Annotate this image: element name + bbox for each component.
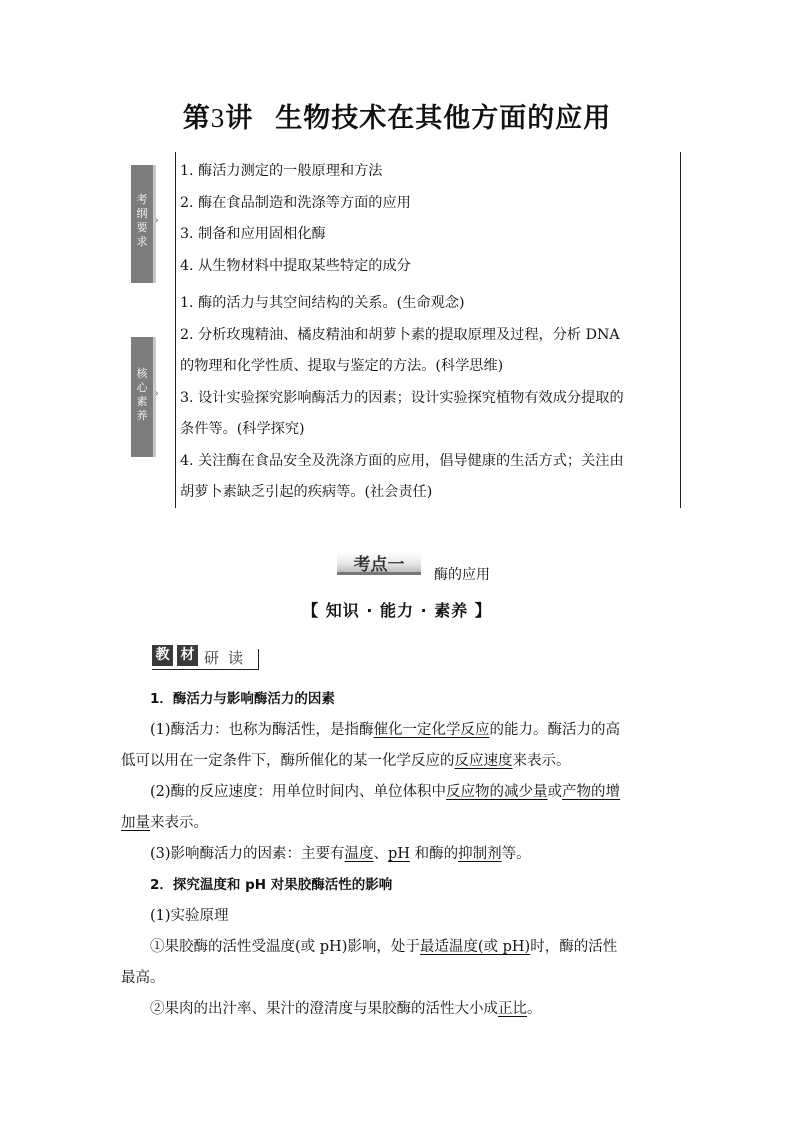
paragraph-5: ②果肉的出汁率、果汁的澄清度与果胶酶的活性大小成正比。 [150,1001,542,1017]
list-line: 3. 设计实验探究影响酶活力的因素；设计实验探究植物有效成分提取的 [180,389,624,406]
list-line: 4. 关注酶在食品安全及洗涤方面的应用，倡导健康的生活方式；关注由 [180,452,624,469]
paragraph-2: (2)酶的反应速度：用单位时间内、单位体积中反应物的减少量或产物的增 [150,784,621,800]
requirements-label-box [131,165,156,283]
section-header: 【 知识 · 能力 · 素养 】 [302,601,492,620]
requirements-list [180,156,680,282]
list-item: 4. 从生物材料中提取某些特定的成分 [180,257,411,274]
paragraph-4-cont: 最高。 [121,970,165,986]
frame-left-line [175,152,176,508]
paragraph-1: (1)酶活力：也称为酶活性，是指酶催化一定化学反应的能力。酶活力的高 [150,722,621,738]
paragraph-3: (3)影响酶活力的因素：主要有温度、pH 和酶的抑制剂等。 [150,846,531,862]
literacy-list [180,288,680,509]
paragraph-1-cont: 低可以用在一定条件下，酶所催化的某一化学反应的反应速度来表示。 [121,753,571,769]
content [121,684,677,1025]
list-item: 2. 酶在食品制造和洗涤等方面的应用 [180,194,411,211]
pointer-icon: › [155,389,159,399]
heading-2: 2．探究温度和 pH 对果胶酶活性的影响 [150,877,393,893]
list-item: 1. 酶活力测定的一般原理和方法 [180,163,383,179]
kaodian-topic: 酶的应用 [434,567,490,583]
paragraph-4: ①果胶酶的活性受温度(或 pH)影响，处于最适温度(或 pH)时，酶的活性 [150,939,618,955]
subheading: (1)实验原理 [150,908,229,924]
literacy-label: 核 心 素 养 [136,367,148,422]
list-line: 1. 酶的活力与其空间结构的关系。(生命观念) [180,295,465,311]
list-line: 2. 分析玫瑰精油、橘皮精油和胡萝卜素的提取原理及过程，分析 DNA [180,326,620,343]
list-line: 胡萝卜素缺乏引起的疾病等。(社会责任) [180,484,433,500]
kaodian-banner: 考点一 [337,552,421,572]
literacy-label-box [131,337,156,457]
list-item: 3. 制备和应用固相化酶 [180,226,326,242]
requirements-label: 考 纲 要 求 [136,193,148,248]
heading-1: 1．酶活力与影响酶活力的因素 [150,691,335,707]
list-line: 条件等。(科学探究) [180,421,305,437]
pointer-icon: › [155,216,159,226]
list-line: 的物理和化学性质、提取与鉴定的方法。(科学思维) [180,358,504,374]
page-title: 第3讲 生物技术在其他方面的应用 [182,103,612,134]
paragraph-2-cont: 加量来表示。 [121,815,208,831]
frame-right-line [680,152,681,508]
